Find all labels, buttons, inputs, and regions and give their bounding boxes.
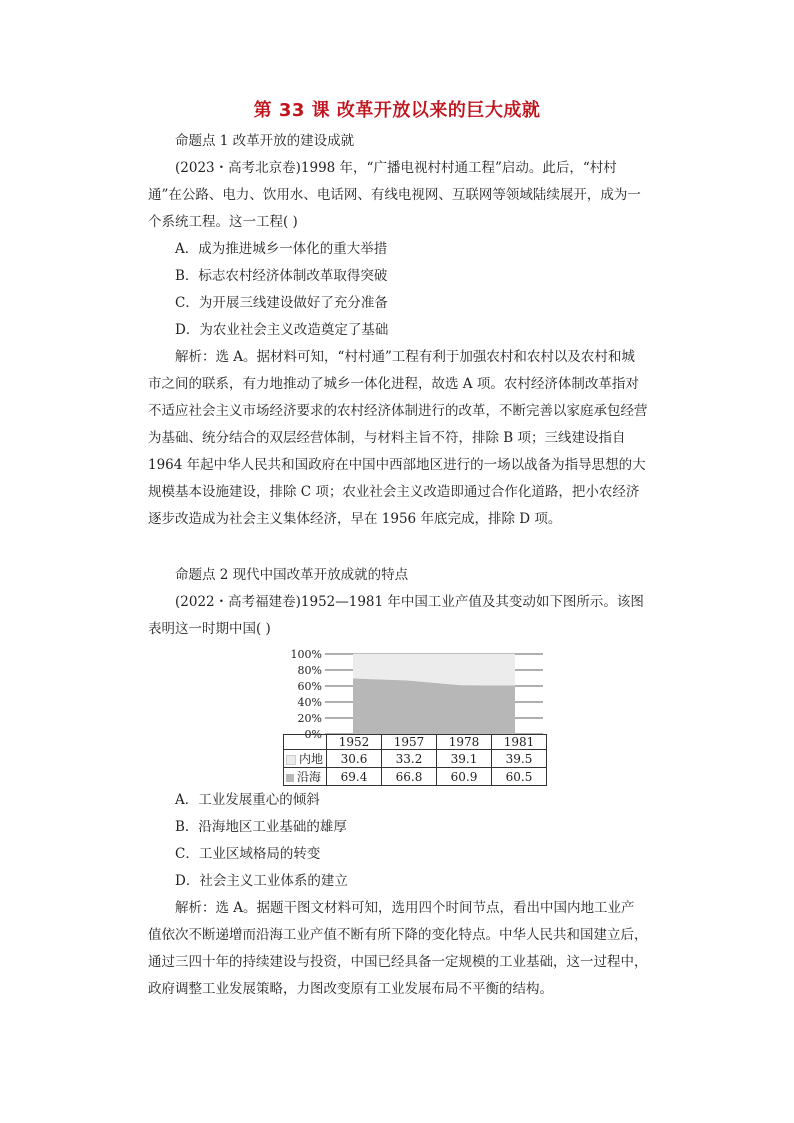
table-year-cell: 1952 [327,735,382,750]
question-2-option-c: C．工业区域格局的转变 [175,846,321,862]
table-year-cell: 1978 [437,735,492,750]
table-value-cell: 60.9 [437,768,492,786]
question-1-option-a: A．成为推进城乡一体化的重大举措 [175,241,388,257]
table-row-inland [284,750,547,768]
question-1-option-d: D．为农业社会主义改造奠定了基础 [175,322,389,338]
question-1 [148,128,648,533]
question-1-option-b: B．标志农村经济体制改革取得突破 [175,268,388,284]
question-1-heading: 命题点 1 改革开放的建设成就 [175,133,355,149]
legend-swatch-inland [286,755,296,765]
table-series-label [284,768,327,786]
question-2-option-b: B．沿海地区工业基础的雄厚 [175,819,347,835]
question-2-option-a: A．工业发展重心的倾斜 [175,792,320,808]
y-tick-label: 80% [297,664,322,677]
legend-label-inland: 内地 [299,752,324,766]
question-2-option-d: D．社会主义工业体系的建立 [175,873,348,889]
question-2-stem: (2022・高考福建卷)1952—1981 年中国工业产值及其变动如下图所示。该图表明这一时期中国( ) [148,594,644,637]
table-value-cell: 69.4 [327,768,382,786]
table-year-cell: 1981 [492,735,547,750]
table-series-label [284,750,327,768]
table-row-coastal [284,768,547,786]
question-1-option-c: C．为开展三线建设做好了充分准备 [175,295,388,311]
question-2-heading: 命题点 2 现代中国改革开放成就的特点 [175,567,409,583]
question-2-answers [148,787,648,1003]
table-header-row [284,735,547,750]
table-value-cell: 33.2 [382,750,437,768]
table-year-cell: 1957 [382,735,437,750]
table-value-cell: 30.6 [327,750,382,768]
question-2 [148,562,648,643]
question-1-stem: (2023・高考北京卷)1998 年，“广播电视村村通工程”启动。此后，“村村通”在公路、电力、饮用水、电话网、有线电视网、互联网等领域陆续展开，成为一个系统工程。这一工程( ) [148,160,641,230]
table-value-cell: 39.5 [492,750,547,768]
page-title: 第 33 课 改革开放以来的巨大成就 [253,100,541,121]
question-1-analysis: 解析：选 A。据材料可知，“村村通”工程有利于加强农村和农村以及农村和城市之间的联系，有力地推动了城乡一体化进程，故选 A 项。农村经济体制改革指对不适应社会主义市场经济要求的农村经济体制进行的改革，不断完善以家庭承包经营为基础、统分结合的双层经营体制，与材料主旨不符，排除 B 项；三线建设指自 1964 年起中华人民共和国政府在中国中西部地区进行的一场以战备为指导思想的大规模基本设施建设，排除 C 项；农业社会主义改造即通过合作化道路，把小农经济逐步改造成为社会主义集体经济，早在 1956 年底完成，排除 D 项。 [148,349,648,527]
y-tick-label: 60% [297,680,322,693]
area-chart-svg [285,648,545,741]
table-value-cell: 66.8 [382,768,437,786]
table-value-cell: 60.5 [492,768,547,786]
y-tick-label: 20% [297,712,322,725]
y-tick-label: 40% [297,696,322,709]
y-tick-label: 100% [290,648,322,661]
area-coastal [353,678,515,734]
y-tick-label: 0% [304,728,322,741]
table-corner-cell [284,735,327,750]
legend-swatch-coastal [286,774,294,782]
table-value-cell: 39.1 [437,750,492,768]
question-2-analysis: 解析：选 A。据题干图文材料可知，选用四个时间节点，看出中国内地工业产值依次不断递增而沿海工业产值不断有所下降的变化特点。中华人民共和国建立后，通过三四十年的持续建设与投资，中国已经具备一定规模的工业基础，这一过程中，政府调整工业发展策略，力图改变原有工业发展布局不平衡的结构。 [148,900,648,997]
chart-data-table [283,734,547,786]
legend-label-coastal: 沿海 [297,770,322,784]
